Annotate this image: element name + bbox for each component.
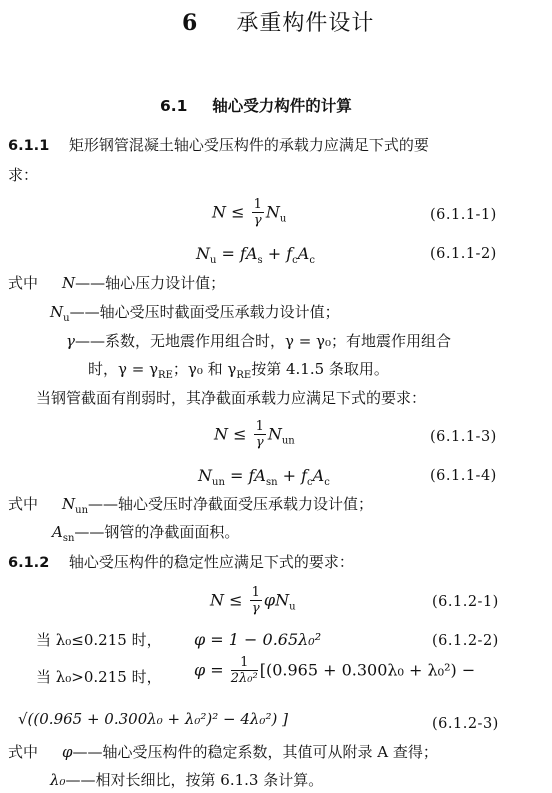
fraction: $\frac{1}{\text{2λ₀²}}$	[230, 655, 258, 686]
equation-612-3-condition: 当 λ₀>0.215 时，	[36, 668, 162, 686]
chapter-number: 6	[182, 10, 199, 36]
equation-611-1: N ≤ $\frac{1}{\gamma}$ $N_u$	[212, 197, 287, 228]
equation-612-3-line2: √((0.965 + 0.300λ₀ + λ₀²)² − 4λ₀²) ]	[18, 710, 288, 728]
section-heading	[160, 94, 352, 116]
clause-611	[8, 138, 429, 154]
where-2-item1: $N_{un}——$轴心受压时净截面受压承载力设计值；	[62, 495, 374, 516]
where-1-prefix: 式中	[8, 274, 39, 292]
where-3-item1: φ——轴心受压构件的稳定系数，其值可从附录 A 查得；	[62, 743, 438, 761]
equation-611-4: $N_{un} = fA_{sn} + f_cA_c$	[198, 466, 330, 489]
chapter-heading	[182, 6, 374, 37]
equation-612-2: φ = 1 − 0.65λ₀²	[194, 630, 322, 649]
net-section-text: 当钢管截面有削弱时，其净截面承载力应满足下式的要求：	[36, 389, 427, 407]
where-1-item1: N——轴心压力设计值；	[62, 274, 226, 292]
equation-612-2-number: (6.1.2-2)	[432, 633, 499, 649]
fraction: $\frac{1}{\gamma}$	[251, 585, 260, 616]
chapter-title: 承重构件设计	[236, 11, 375, 36]
section-number: 6.1	[160, 97, 188, 115]
clause-612-text: 轴心受压构件的稳定性应满足下式的要求：	[68, 553, 354, 571]
where-3-item2: λ₀——相对长细比，按第 6.1.3 条计算。	[50, 771, 324, 789]
where-2-prefix: 式中	[8, 495, 39, 513]
equation-612-1-number: (6.1.2-1)	[432, 594, 499, 610]
equation-611-3: N ≤ $\frac{1}{\gamma}$ $N_{un}$	[214, 419, 295, 450]
clause-612-number: 6.1.2	[8, 555, 50, 571]
clause-611-text-line2: 求：	[8, 166, 39, 184]
clause-611-text-line1: 矩形钢管混凝土轴心受压构件的承载力应满足下式的要	[68, 136, 429, 154]
equation-611-2: $N_u = fA_s + f_cA_c$	[196, 244, 315, 267]
where-2-item2: $A_{sn}——$钢管的净截面面积。	[52, 523, 240, 544]
where-1-item3-line1: γ——系数，无地震作用组合时，γ = γ₀；有地震作用组合	[66, 332, 452, 350]
section-title: 轴心受力构件的计算	[212, 97, 352, 115]
equation-611-4-number: (6.1.1-4)	[430, 468, 497, 484]
fraction: $\frac{1}{\gamma}$	[255, 419, 264, 450]
clause-612	[8, 555, 354, 571]
equation-611-3-number: (6.1.1-3)	[430, 429, 497, 445]
equation-612-3-number: (6.1.2-3)	[432, 716, 499, 732]
where-1-item2: $N_u——$轴心受压时截面受压承载力设计值；	[50, 303, 340, 324]
equation-612-1: N ≤ $\frac{1}{\gamma}$ $\varphi N_u$	[210, 585, 296, 616]
equation-612-3-line1: φ = $\frac{1}{\text{2λ₀²}}$ [(0.965 + 0.300λ₀ + λ₀²) −	[194, 655, 476, 686]
clause-611-number: 6.1.1	[8, 138, 50, 154]
where-1-item3-line2: 时，$\gamma = \gamma_{RE}$；γ₀ 和 $\gamma_{RE}$按第 4.1.5 条取用。	[88, 360, 389, 381]
where-3-prefix: 式中	[8, 743, 39, 761]
equation-612-2-condition: 当 λ₀≤0.215 时，	[36, 631, 162, 649]
equation-611-2-number: (6.1.1-2)	[430, 246, 497, 262]
fraction: $\frac{1}{\gamma}$	[253, 197, 262, 228]
equation-611-1-number: (6.1.1-1)	[430, 207, 497, 223]
